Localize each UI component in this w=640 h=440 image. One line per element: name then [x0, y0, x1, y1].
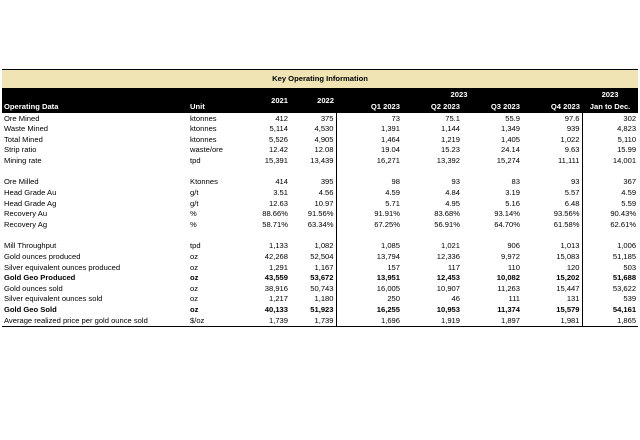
row-value: 367	[582, 177, 638, 188]
row-value: 91.56%	[307, 209, 334, 219]
row-unit: tpd	[190, 155, 201, 165]
row-value: 4.59	[582, 188, 638, 199]
row-value: 93	[451, 177, 460, 187]
table-row	[2, 283, 638, 294]
row-value: 5.59	[582, 198, 638, 209]
row-value: 5.16	[505, 198, 520, 208]
table-row	[2, 315, 638, 326]
row-value: 5,110	[582, 134, 638, 145]
row-unit: tpd	[190, 241, 201, 251]
row-value: 40,133	[264, 305, 288, 314]
table-row	[2, 155, 638, 166]
row-unit: %	[190, 209, 197, 219]
row-value: 15,579	[556, 305, 580, 314]
row-value: 13,951	[336, 273, 402, 284]
header-2022: 2022	[290, 89, 336, 114]
row-value: 12,453	[436, 273, 460, 283]
row-unit: oz	[190, 294, 199, 304]
row-value: 5,526	[268, 134, 288, 144]
header-2021: 2021	[242, 89, 290, 114]
row-unit: g/t	[190, 198, 199, 208]
row-value: 61.58%	[553, 219, 580, 229]
row-value: 5.57	[564, 188, 580, 198]
row-label: Gold ounces produced	[4, 252, 81, 262]
row-label: Gold ounces sold	[4, 283, 63, 293]
row-label: Strip ratio	[4, 145, 37, 155]
spacer-row	[2, 166, 638, 177]
row-value: 906	[507, 241, 520, 251]
row-value: 939	[566, 124, 580, 134]
row-value: 55.9	[505, 113, 520, 123]
table-row	[2, 219, 638, 230]
row-value: 16,271	[336, 155, 402, 166]
row-value: 83.68%	[434, 209, 460, 219]
row-value: 4.84	[445, 188, 460, 198]
row-value: 1,464	[336, 134, 402, 145]
row-value: 43,559	[264, 273, 288, 283]
row-unit: ktonnes	[190, 124, 217, 134]
row-value: 157	[336, 262, 402, 273]
row-value: 1,897	[462, 315, 522, 326]
row-value: 67.25%	[336, 219, 402, 230]
row-value: 24.14	[500, 145, 520, 155]
row-value: 1,082	[314, 241, 334, 251]
row-label: Head Grade Au	[4, 188, 57, 198]
header-jan-to-dec: Jan to Dec.	[582, 101, 638, 113]
row-value: 12.42	[268, 145, 288, 155]
row-value: 539	[582, 294, 638, 305]
row-value: 11,111	[557, 155, 580, 165]
table-row	[2, 209, 638, 220]
row-label: Waste Mined	[4, 124, 49, 134]
table-row	[2, 113, 638, 124]
row-label: Mill Throughput	[4, 241, 57, 251]
row-value: 117	[447, 262, 460, 272]
row-value: 10,953	[436, 305, 460, 314]
row-unit: ktonnes	[190, 134, 217, 144]
row-unit: oz	[190, 273, 199, 283]
row-value: 9,972	[500, 252, 520, 262]
row-value: 1,291	[268, 262, 288, 272]
row-value: 15,083	[556, 252, 580, 262]
table-title: Key Operating Information	[2, 70, 638, 89]
row-value: 46	[451, 294, 460, 304]
row-value: 16,255	[336, 305, 402, 316]
row-label: Ore Milled	[4, 177, 39, 187]
row-value: 51,688	[582, 273, 638, 284]
row-value: 1,739	[242, 315, 290, 326]
row-label: Silver equivalent ounces produced	[4, 262, 121, 272]
row-unit: %	[190, 219, 197, 229]
row-value: 42,268	[264, 252, 288, 262]
row-unit: g/t	[190, 188, 199, 198]
row-unit: oz	[190, 252, 199, 262]
row-value: 9.63	[564, 145, 580, 155]
row-value: 91.91%	[336, 209, 402, 220]
table-row	[2, 305, 638, 316]
row-value: 14,001	[582, 155, 638, 166]
row-value: 1,133	[268, 241, 288, 251]
row-value: 38,916	[264, 283, 288, 293]
row-value: 56.91%	[434, 219, 460, 229]
row-value: 11,374	[497, 305, 520, 314]
row-value: 54,161	[582, 305, 638, 316]
row-value: 51,185	[582, 252, 638, 263]
row-value: 4.56	[318, 188, 334, 198]
row-value: 1,006	[582, 241, 638, 252]
row-value: 1,021	[440, 241, 460, 251]
row-value: 4,823	[582, 124, 638, 135]
row-value: 15,447	[556, 283, 580, 293]
header-unit: Unit	[188, 101, 242, 113]
row-value: 503	[582, 262, 638, 273]
row-value: 51,923	[310, 305, 334, 314]
row-value: 93.14%	[494, 209, 520, 219]
row-value: 98	[336, 177, 402, 188]
row-label: Mining rate	[4, 155, 42, 165]
table-row	[2, 294, 638, 305]
row-value: 15.99	[582, 145, 638, 156]
row-unit: Ktonnes	[190, 177, 218, 187]
row-value: 1,349	[500, 124, 520, 134]
row-value: 4.59	[336, 188, 402, 199]
key-operating-table	[2, 69, 638, 327]
table-row	[2, 262, 638, 273]
table-row	[2, 198, 638, 209]
header-q4: Q4 2023	[522, 101, 582, 113]
table-row	[2, 134, 638, 145]
row-value: 10,082	[496, 273, 520, 283]
row-value: 3.51	[273, 188, 288, 198]
row-value: 12.63	[268, 198, 288, 208]
row-value: 10,907	[436, 283, 460, 293]
row-value: 58.71%	[262, 219, 288, 229]
row-value: 15.23	[440, 145, 460, 155]
row-value: 1,013	[560, 241, 580, 251]
row-value: 15,391	[264, 155, 288, 165]
row-value: 4,530	[314, 124, 334, 134]
row-value: 1,405	[500, 134, 520, 144]
row-value: 120	[566, 262, 580, 272]
row-value: 15,202	[556, 273, 580, 283]
row-value: 10.97	[314, 198, 334, 208]
row-value: 4.95	[445, 198, 460, 208]
row-value: 12.08	[314, 145, 334, 155]
row-unit: $/oz	[188, 315, 242, 326]
row-value: 63.34%	[307, 219, 334, 229]
table-row	[2, 273, 638, 284]
row-value: 53,672	[310, 273, 334, 283]
header-q1: Q1 2023	[336, 101, 402, 113]
row-value: 1,919	[402, 315, 462, 326]
row-label: Gold Geo Produced	[4, 273, 76, 283]
row-label: Gold Geo Sold	[4, 305, 57, 314]
row-unit: oz	[190, 305, 199, 314]
row-value: 6.48	[564, 198, 580, 208]
row-value: 1,865	[582, 315, 638, 326]
row-label: Total Mined	[4, 134, 43, 144]
row-value: 19.04	[336, 145, 402, 156]
row-value: 1,981	[522, 315, 582, 326]
row-value: 50,743	[310, 283, 334, 293]
row-value: 97.6	[564, 113, 580, 123]
row-label: Recovery Ag	[4, 219, 48, 229]
row-value: 414	[275, 177, 288, 187]
row-value: 13,392	[436, 155, 460, 165]
row-value: 1,085	[336, 241, 402, 252]
row-value: 13,439	[310, 155, 334, 165]
row-value: 53,622	[582, 283, 638, 294]
row-value: 75.1	[445, 113, 460, 123]
row-value: 73	[336, 113, 402, 124]
row-value: 111	[508, 294, 520, 304]
row-value: 83	[511, 177, 520, 187]
row-value: 64.70%	[494, 219, 520, 229]
row-value: 4,905	[314, 134, 334, 144]
row-value: 15,274	[496, 155, 520, 165]
table-row	[2, 241, 638, 252]
table-row	[2, 252, 638, 263]
row-unit: waste/ore	[190, 145, 223, 155]
row-value: 93.56%	[553, 209, 580, 219]
row-unit: oz	[190, 283, 199, 293]
row-value: 93	[571, 177, 580, 187]
row-label: Silver equivalent ounces sold	[4, 294, 103, 304]
header-q3: Q3 2023	[462, 101, 522, 113]
row-value: 5,114	[269, 124, 288, 134]
row-value: 11,263	[497, 283, 520, 293]
row-value: 1,144	[440, 124, 460, 134]
row-value: 1,022	[560, 134, 580, 144]
row-label: Average realized price per gold ounce sold	[2, 315, 188, 326]
header-row-years	[2, 89, 638, 102]
row-value: 1,391	[336, 124, 402, 135]
row-value: 90.43%	[582, 209, 638, 220]
row-value: 5.71	[336, 198, 402, 209]
row-value: 62.61%	[582, 219, 638, 230]
row-value: 13,794	[336, 252, 402, 263]
row-value: 1,219	[440, 134, 460, 144]
row-value: 131	[566, 294, 580, 304]
row-value: 3.19	[505, 188, 520, 198]
row-value: 12,336	[436, 252, 460, 262]
header-2023-ytd: 2023	[582, 89, 638, 102]
row-value: 412	[275, 113, 288, 123]
row-value: 1,217	[268, 294, 288, 304]
table-row	[2, 145, 638, 156]
row-unit: ktonnes	[190, 113, 217, 123]
row-value: 52,504	[310, 252, 334, 262]
row-value: 395	[320, 177, 334, 187]
table-row	[2, 177, 638, 188]
table-title-row	[2, 70, 638, 89]
row-unit: oz	[190, 262, 199, 272]
row-value: 16,005	[336, 283, 402, 294]
row-value: 375	[320, 113, 334, 123]
row-value: 1,180	[314, 294, 334, 304]
row-label: Head Grade Ag	[4, 198, 57, 208]
row-label: Recovery Au	[4, 209, 48, 219]
spacer-row	[2, 230, 638, 241]
row-value: 302	[582, 113, 638, 124]
row-value: 1,696	[336, 315, 402, 326]
header-q2: Q2 2023	[402, 101, 462, 113]
row-value: 250	[336, 294, 402, 305]
header-operating-data: Operating Data	[2, 101, 188, 113]
row-value: 110	[507, 262, 520, 272]
table-row	[2, 188, 638, 199]
row-label: Ore Mined	[4, 113, 40, 123]
row-value: 1,739	[290, 315, 336, 326]
row-value: 1,167	[314, 262, 334, 272]
table-row	[2, 124, 638, 135]
header-2023-group: 2023	[336, 89, 582, 102]
row-value: 88.66%	[262, 209, 288, 219]
